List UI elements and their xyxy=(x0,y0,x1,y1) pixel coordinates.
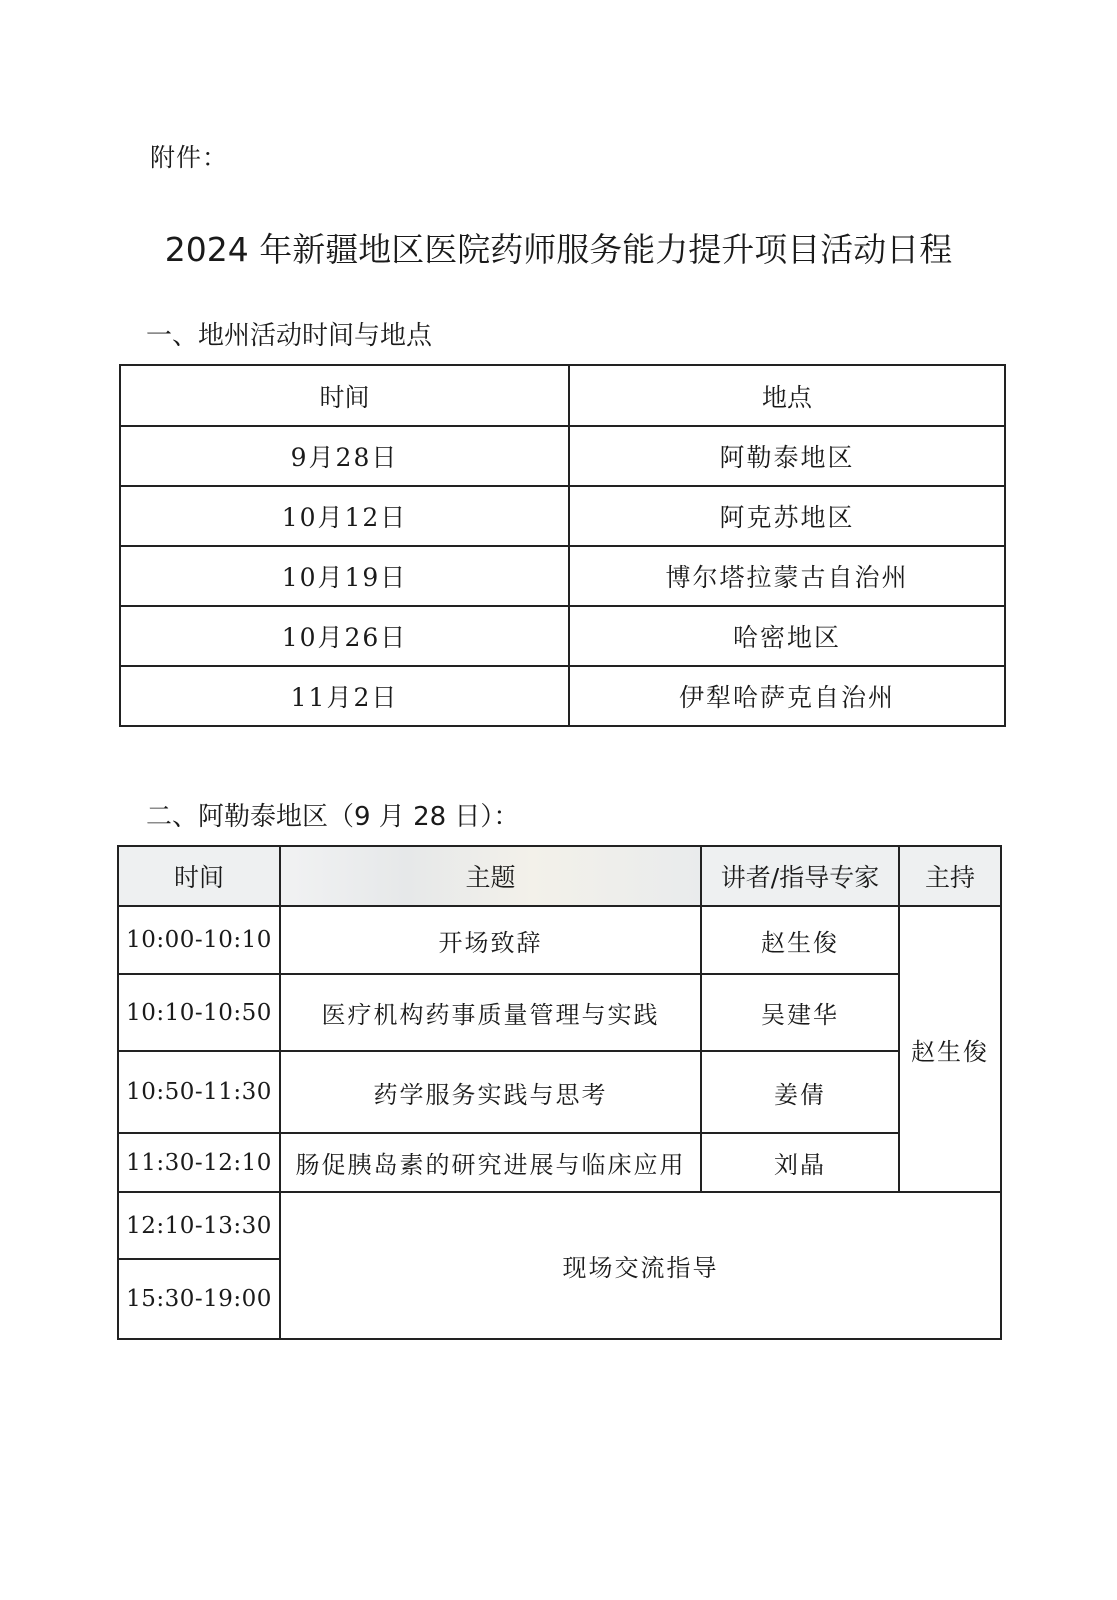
page-title: 2024 年新疆地区医院药师服务能力提升项目活动日程 xyxy=(164,230,953,269)
table-row xyxy=(118,974,1001,1051)
table-row xyxy=(120,546,1005,606)
cell-date: 9月28日 xyxy=(120,426,569,486)
cell-speaker: 姜倩 xyxy=(701,1051,899,1133)
attachment-label: 附件： xyxy=(150,143,229,172)
cell-activity: 现场交流指导 xyxy=(280,1192,1001,1339)
header-speaker: 讲者/指导专家 xyxy=(701,846,899,906)
agenda-table xyxy=(117,845,1002,1340)
table-row xyxy=(120,666,1005,726)
cell-time: 12:10-13:30 xyxy=(118,1192,280,1259)
cell-time: 15:30-19:00 xyxy=(118,1259,280,1339)
table-row xyxy=(120,606,1005,666)
header-topic: 主题 xyxy=(280,846,701,906)
cell-time: 11:30-12:10 xyxy=(118,1133,280,1192)
cell-topic: 肠促胰岛素的研究进展与临床应用 xyxy=(280,1133,701,1192)
cell-speaker: 赵生俊 xyxy=(701,906,899,974)
cell-topic: 药学服务实践与思考 xyxy=(280,1051,701,1133)
cell-speaker: 刘晶 xyxy=(701,1133,899,1192)
cell-topic: 医疗机构药事质量管理与实践 xyxy=(280,974,701,1051)
cell-place: 哈密地区 xyxy=(569,606,1005,666)
cell-time: 10:10-10:50 xyxy=(118,974,280,1051)
table-header-row xyxy=(120,365,1005,426)
cell-place: 伊犁哈萨克自治州 xyxy=(569,666,1005,726)
section2-heading: 二、阿勒泰地区（9 月 28 日）： xyxy=(146,802,520,832)
cell-time: 10:50-11:30 xyxy=(118,1051,280,1133)
table-row xyxy=(118,1051,1001,1133)
cell-topic: 开场致辞 xyxy=(280,906,701,974)
cell-date: 10月19日 xyxy=(120,546,569,606)
header-time: 时间 xyxy=(120,365,569,426)
section1-heading: 一、地州活动时间与地点 xyxy=(146,321,433,351)
table-row xyxy=(118,1133,1001,1192)
cell-place: 博尔塔拉蒙古自治州 xyxy=(569,546,1005,606)
cell-time: 10:00-10:10 xyxy=(118,906,280,974)
cell-date: 11月2日 xyxy=(120,666,569,726)
cell-place: 阿勒泰地区 xyxy=(569,426,1005,486)
cell-speaker: 吴建华 xyxy=(701,974,899,1051)
table-row xyxy=(118,906,1001,974)
table-row xyxy=(120,426,1005,486)
header-place: 地点 xyxy=(569,365,1005,426)
venue-schedule-table xyxy=(119,364,1006,727)
cell-host: 赵生俊 xyxy=(899,906,1001,1192)
header-host: 主持 xyxy=(899,846,1001,906)
table-header-row xyxy=(118,846,1001,906)
table-row xyxy=(118,1192,1001,1259)
table-row xyxy=(120,486,1005,546)
cell-date: 10月12日 xyxy=(120,486,569,546)
header-time: 时间 xyxy=(118,846,280,906)
cell-place: 阿克苏地区 xyxy=(569,486,1005,546)
cell-date: 10月26日 xyxy=(120,606,569,666)
